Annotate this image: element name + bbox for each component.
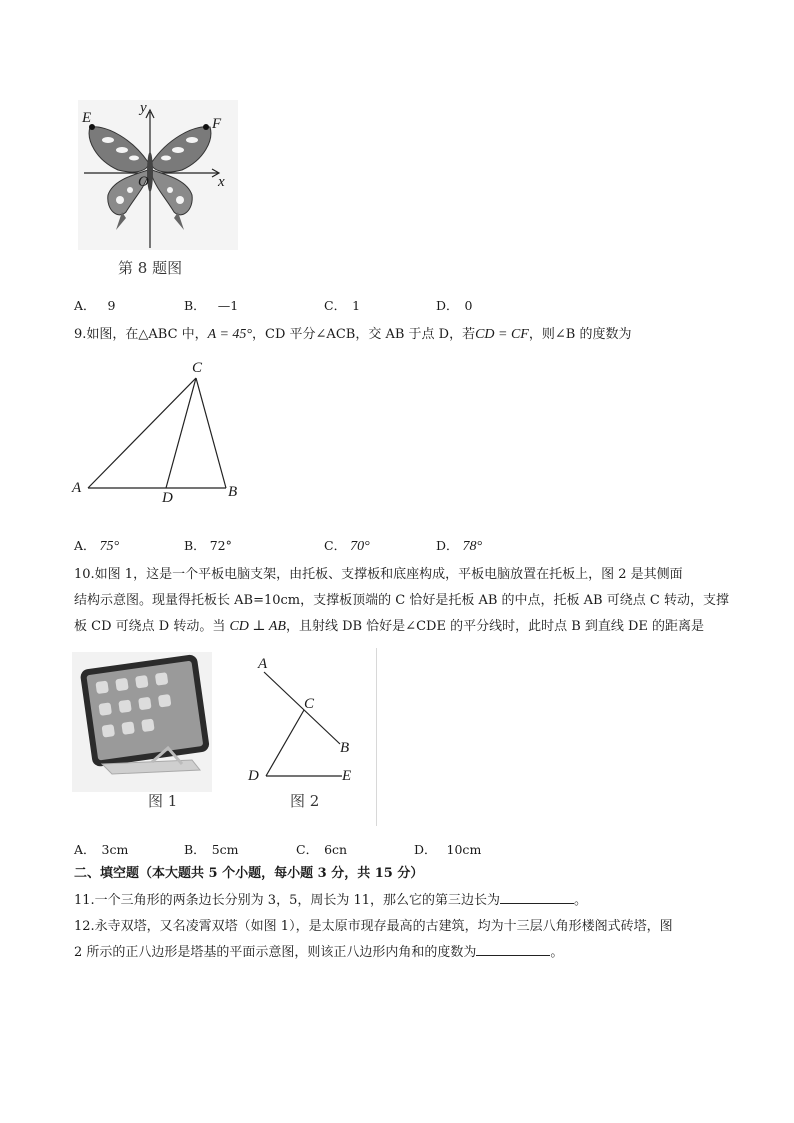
segment-ac xyxy=(88,378,196,488)
q8-figure xyxy=(78,100,238,250)
label-e: E xyxy=(82,110,92,126)
label-x: x xyxy=(218,174,225,190)
label-d: D xyxy=(248,768,259,784)
label-c: C xyxy=(304,696,315,712)
label-o: O xyxy=(138,174,149,190)
label-a: A xyxy=(72,480,82,496)
label-c: C xyxy=(192,360,203,376)
q11-answer-blank[interactable] xyxy=(500,889,574,904)
label-a: A xyxy=(258,656,268,672)
q11-stem: 11.一个三角形的两条边长分别为 3，5，周长为 11，那么它的第三边长为 。 xyxy=(74,888,587,914)
q10-line-1: 10.如图 1，这是一个平板电脑支架，由托板、支撑板和底座构成，平板电脑放置在托板上，图 2 是其侧面 xyxy=(74,567,683,582)
q8-option-d: D． 0 xyxy=(436,298,473,313)
q10-option-a: A． 3cm xyxy=(74,842,129,857)
triangle-abc-figure xyxy=(70,360,250,505)
label-b: B xyxy=(340,740,350,756)
figure-divider xyxy=(376,648,377,826)
q8-option-a: A． 9 xyxy=(74,298,116,313)
label-y: y xyxy=(140,100,147,116)
segment-cd xyxy=(166,378,196,488)
q10-fig2-caption: 图 2 xyxy=(290,792,320,810)
q10-option-b: B． 5cm xyxy=(184,842,239,857)
point-f xyxy=(203,124,209,130)
segment-ab xyxy=(264,672,340,744)
q9-figure xyxy=(70,360,250,505)
q12-answer-blank[interactable] xyxy=(476,941,550,956)
q9-stem: 9.如图，在△ABC 中，A = 45°，CD 平分∠ACB，交 AB 于点 D，若CD = CF，则∠B 的度数为 xyxy=(74,327,632,342)
q9-option-b: B． 72° xyxy=(184,538,232,553)
tablet-stand-photo xyxy=(72,652,212,792)
section-fill-in-title: 二、填空题（本大题共 5 个小题，每小题 3 分，共 15 分） xyxy=(74,866,424,881)
q10-line-3: 板 CD 可绕点 D 转动。当 CD ⊥ AB，且射线 DB 恰好是∠CDE 的平分线时，此时点 B 到直线 DE 的距离是 xyxy=(74,619,705,634)
q12-line-1: 12.永寺双塔，又名凌霄双塔（如图 1），是太原市现存最高的古建筑，均为十三层八角形楼阁式砖塔，图 xyxy=(74,919,673,934)
q10-fig1-caption: 图 1 xyxy=(148,792,178,810)
label-b: B xyxy=(228,484,238,500)
q10-line-2: 结构示意图。现量得托板长 AB=10cm，支撑板顶端的 C 恰好是托板 AB 的中点，托板 AB 可绕点 C 转动，支撑 xyxy=(74,593,729,608)
q10-figure-1 xyxy=(72,652,212,792)
q12-line-2: 2 所示的正八边形是塔基的平面示意图，则该正八边形内角和的度数为 。 xyxy=(74,940,563,966)
label-e: E xyxy=(342,768,352,784)
q8-option-c: C． 1 xyxy=(324,298,361,313)
segment-bc xyxy=(196,378,226,488)
label-d: D xyxy=(162,490,173,506)
q9-option-c: C． 70° xyxy=(324,538,370,554)
q10-option-d: D． 10cm xyxy=(414,842,482,857)
q9-option-a: A． 75° xyxy=(74,538,120,554)
q10-figure-2 xyxy=(244,652,364,792)
q10-option-c: C． 6cn xyxy=(296,842,348,857)
label-f: F xyxy=(212,116,222,132)
q8-option-b: B． —1 xyxy=(184,298,239,313)
q8-caption: 第 8 题图 xyxy=(118,259,183,277)
q9-option-d: D． 78° xyxy=(436,538,483,554)
segment-cd xyxy=(266,710,304,776)
